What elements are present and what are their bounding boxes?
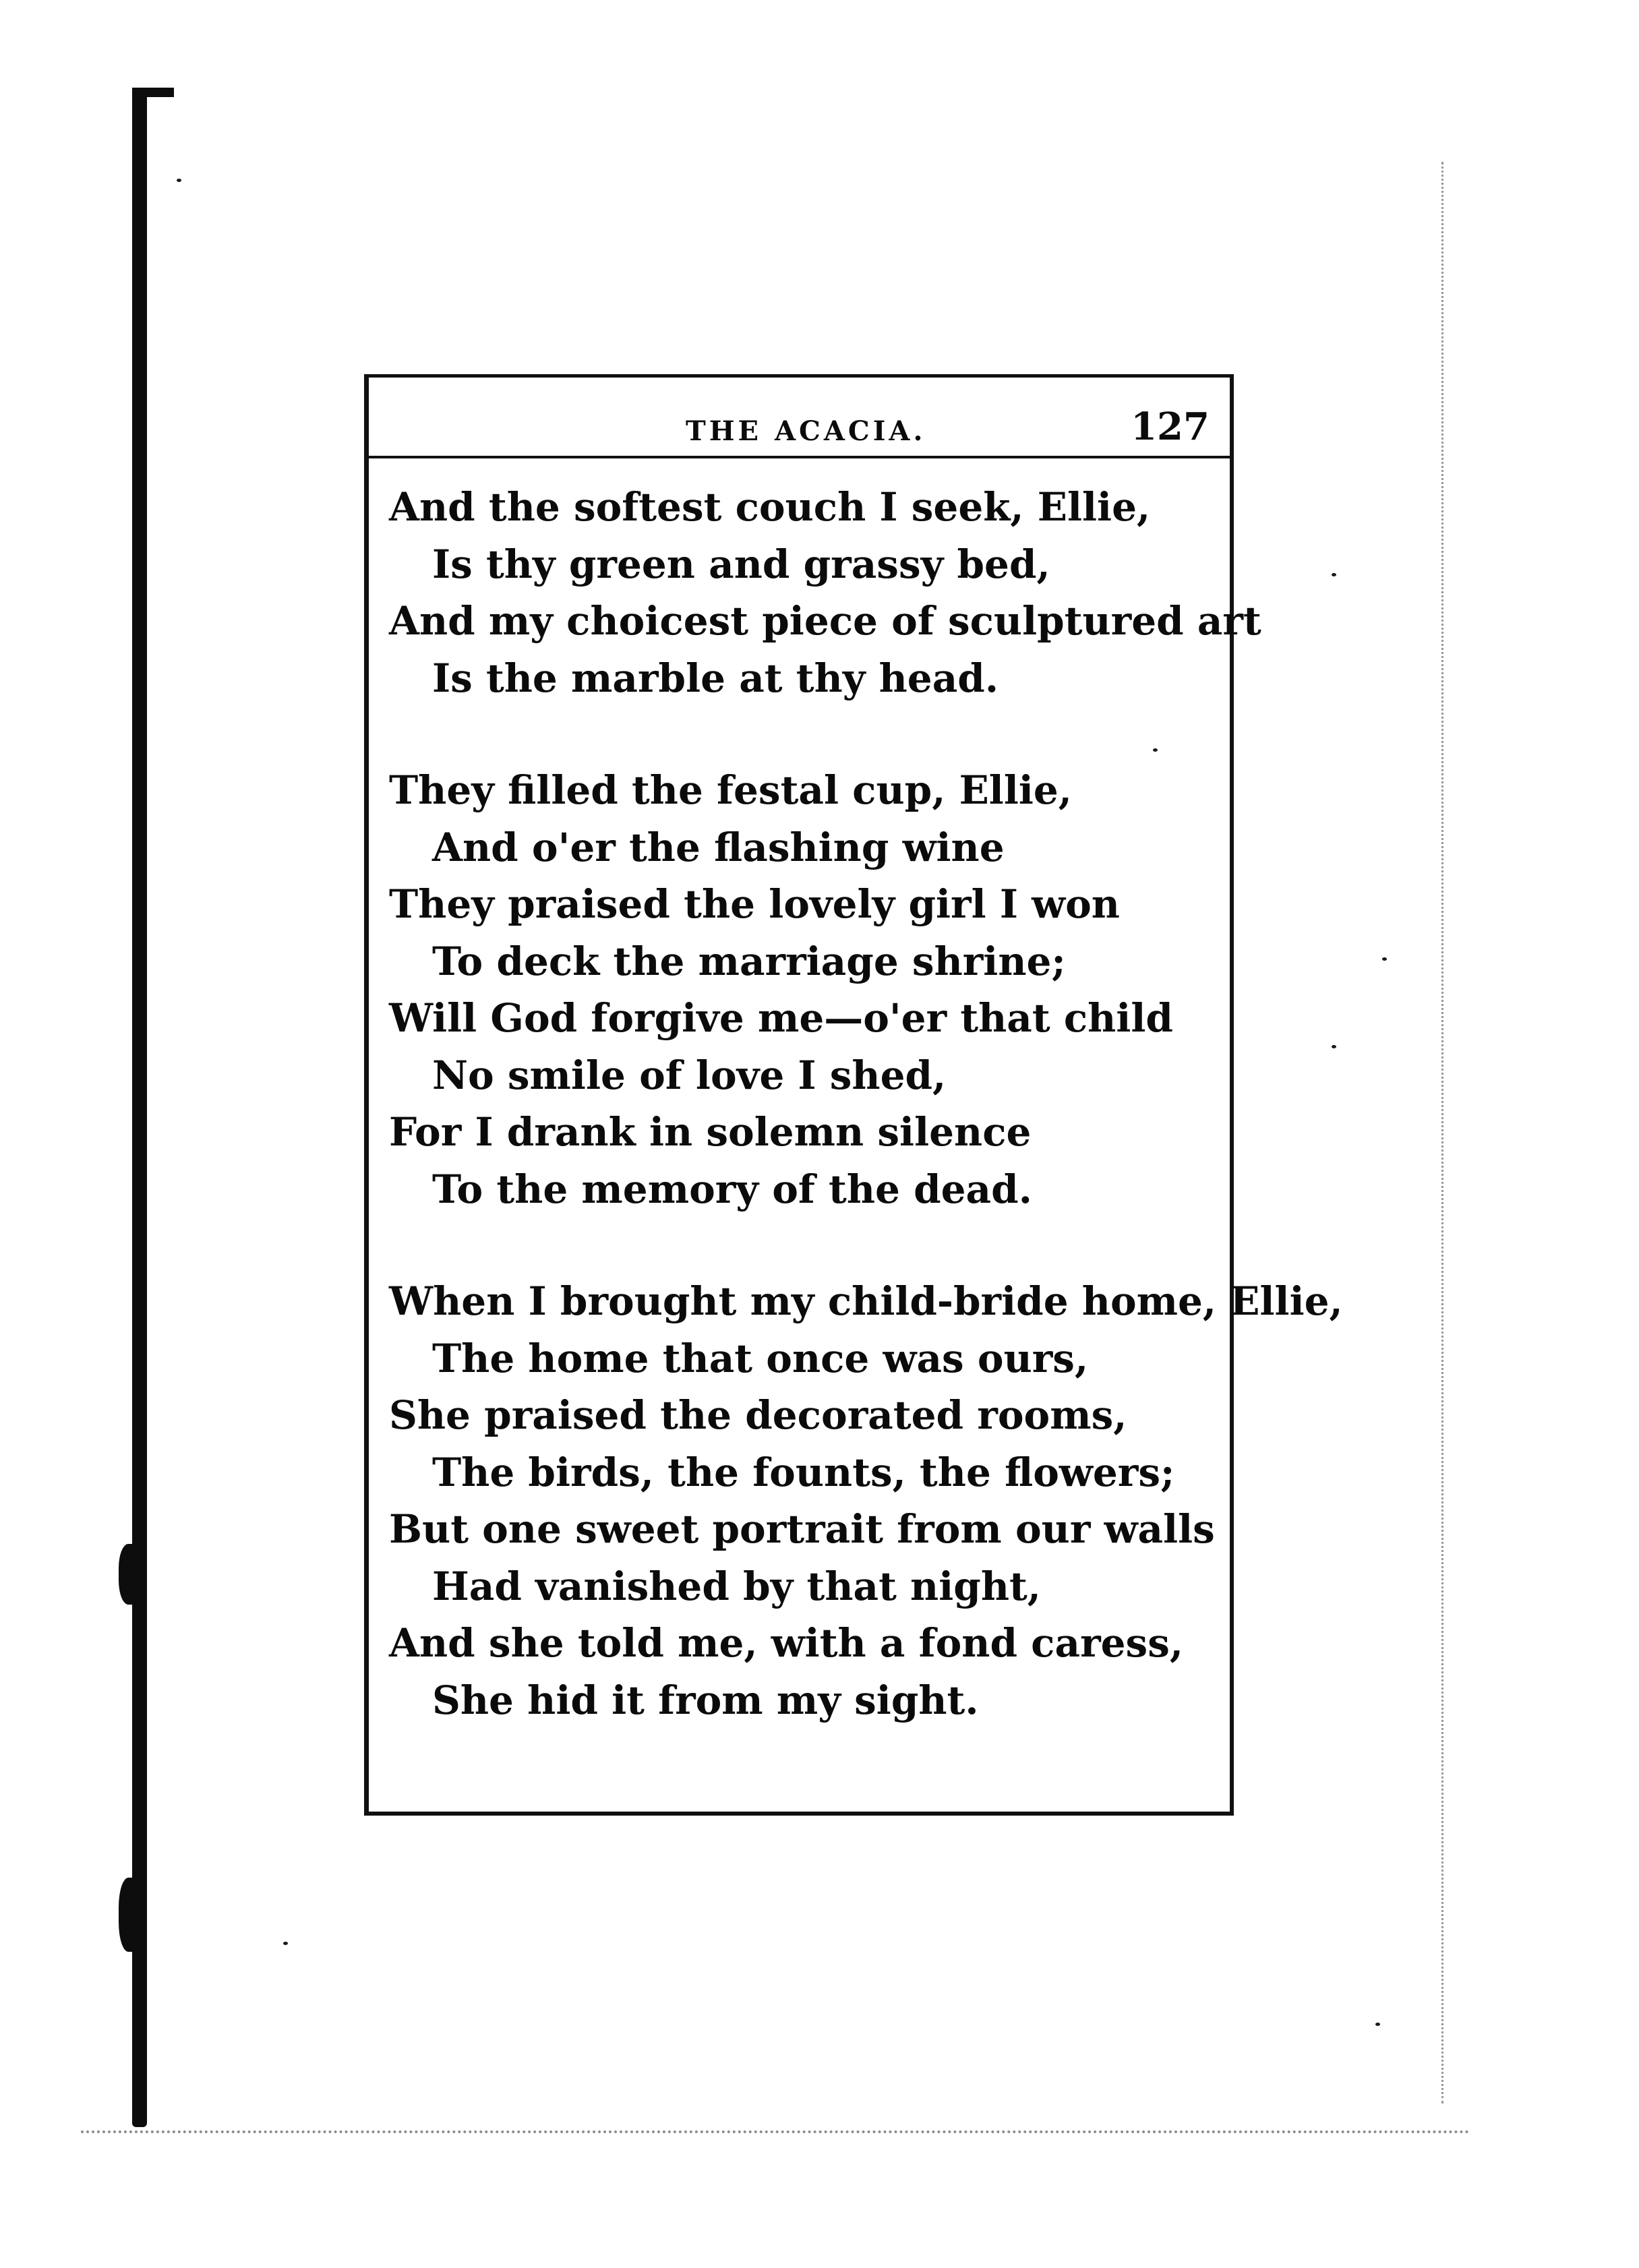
- stanza: [389, 1273, 1343, 1729]
- binding-mark: [119, 1878, 143, 1952]
- poem-line: The birds, the founts, the flowers;: [432, 1449, 1175, 1495]
- scan-noise: [81, 2117, 1470, 2133]
- scan-speck: [1375, 2023, 1380, 2026]
- poem-line: Is the marble at thy head.: [432, 655, 999, 701]
- binding-edge: [132, 91, 147, 2127]
- poem-line: She praised the decorated rooms,: [389, 1392, 1127, 1438]
- page-frame: [364, 374, 1343, 1816]
- page-number: 127: [1131, 405, 1210, 449]
- poem-line: They praised the lovely girl I won: [389, 881, 1120, 927]
- binding-mark: [119, 1544, 143, 1605]
- poem-line: Will God forgive me—o'er that child: [389, 995, 1173, 1041]
- scan-speck: [1332, 573, 1336, 576]
- poem-line: She hid it from my sight.: [432, 1677, 979, 1723]
- poem-line: When I brought my child-bride home, Ellie,: [389, 1278, 1343, 1324]
- poem-line: Is thy green and grassy bed,: [432, 541, 1050, 587]
- poem-line: They filled the festal cup, Ellie,: [389, 767, 1072, 813]
- page-curl-edge: [1429, 162, 1443, 2103]
- stanza: [389, 762, 1225, 1218]
- running-title: THE ACACIA.: [686, 415, 926, 447]
- scan-speck: [283, 1942, 288, 1945]
- poem-body: [389, 479, 1343, 1729]
- poem-line: No smile of love I shed,: [432, 1052, 947, 1098]
- poem-line: To the memory of the dead.: [432, 1166, 1032, 1212]
- poem-line: Had vanished by that night,: [432, 1563, 1041, 1609]
- scan-speck: [1332, 1045, 1336, 1048]
- poem-line: To deck the marriage shrine;: [432, 938, 1066, 984]
- poem-line: And the softest couch I seek, Ellie,: [389, 484, 1151, 530]
- stanza: [389, 479, 1261, 707]
- poem-line: And my choicest piece of sculptured art: [389, 598, 1261, 644]
- poem-line: But one sweet portrait from our walls: [389, 1506, 1215, 1552]
- poem-line: And o'er the flashing wine: [432, 824, 1005, 870]
- poem-line: And she told me, with a fond caress,: [389, 1620, 1184, 1666]
- poem-line: For I drank in solemn silence: [389, 1109, 1032, 1155]
- scan-speck: [177, 179, 181, 182]
- scan-speck: [1382, 957, 1387, 961]
- running-head: [369, 395, 1230, 458]
- poem-line: The home that once was ours,: [432, 1335, 1089, 1381]
